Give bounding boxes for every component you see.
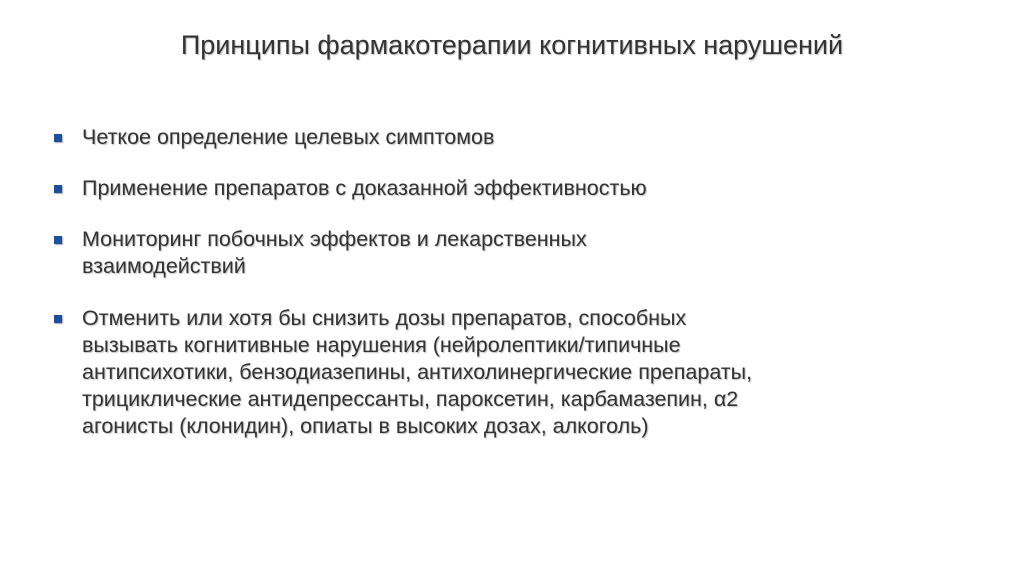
bullet-text: Применение препаратов с доказанной эффективностью <box>82 176 647 200</box>
bullet-list <box>54 124 954 440</box>
bullet-text: Мониторинг побочных эффектов и лекарственных взаимодействий <box>82 227 587 278</box>
bullet-item <box>54 175 954 202</box>
bullet-item <box>54 305 954 440</box>
square-bullet-icon <box>54 236 62 244</box>
square-bullet-icon <box>54 185 62 193</box>
square-bullet-icon <box>54 134 62 142</box>
bullet-item <box>54 124 954 151</box>
bullet-item <box>54 226 954 280</box>
slide-title: Принципы фармакотерапии когнитивных нарушений <box>180 30 844 60</box>
bullet-text: Отменить или хотя бы снизить дозы препаратов, способных вызывать когнитивные нарушения (нейролептики/типичные антипсихотики, бензодиазепины, антихолинергические препараты, трициклические антидепрессанты, пароксетин, карбамазепин, α2 агонисты (клонидин), опиаты в высоких дозах, алкоголь) <box>82 306 753 438</box>
square-bullet-icon <box>54 315 62 323</box>
bullet-text: Четкое определение целевых симптомов <box>82 125 495 149</box>
